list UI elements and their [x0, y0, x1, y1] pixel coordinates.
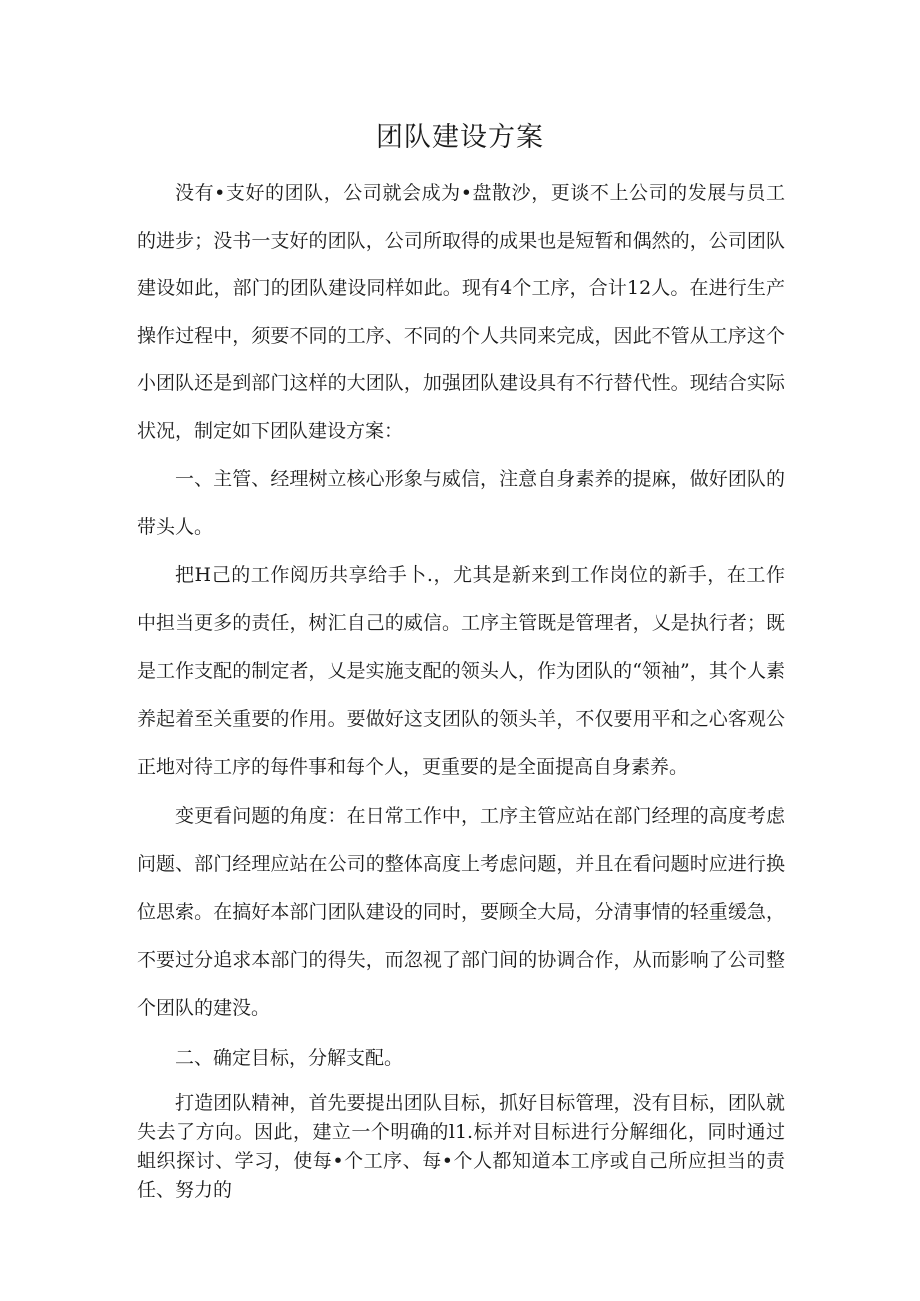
- paragraph-change-perspective: 变更看问题的角度：在日常工作中，工序主管应站在部门经理的高度考虑问题、部门经理应站在公司的整体高度上考虑问题，并且在看问题时应进行换位思索。在搞好本部门团队建设的同时，要顾全大局，分清事情的轻重缓急，不要过分追求本部门的得失，而忽视了部门间的协调合作，从而影响了公司整个团队的建没。: [137, 805, 785, 1019]
- document-title: 团队建设方案: [376, 122, 544, 153]
- paragraph-share-experience: 把H己的工作阅历共享给手卜.，尤其是新来到工作岗位的新手，在工作中担当更多的责任，树汇自己的威信。工序主管既是管理者，乂是执行者；既是工作支配的制定者，乂是实施支配的领头人，作为团队的“领袖”，其个人素养起着至关重要的作用。要做好这支团队的领头羊，不仅要用平和之心客观公正地对待工序的每件事和每个人，更重要的是全面提高自身素养。: [137, 564, 785, 778]
- paragraph-section-two-heading: 二、确定目标，分解支配。: [175, 1047, 404, 1069]
- paragraph-section-one-heading: 一、主管、经理树立核心形象与威信，注意自身素养的提麻，做好团队的带头人。: [137, 468, 785, 538]
- paragraph-team-goal: 打造团队精神，首先要提出团队目标，抓好目标管理，没有目标，团队就失去了方向。因此，建立一个明确的l1.标并对目标进行分解细化，同时通过蛆织探讨、学习，使每•个工序、每•个人都知道本工序或自己所应担当的责任、努力的: [137, 1092, 785, 1201]
- paragraph-intro: 没有•支好的团队，公司就会成为•盘散沙，更谈不上公司的发展与员工的进步；没书一支好的团队，公司所取得的成果也是短暂和偶然的，公司团队建设如此，部门的团队建设同样如此。现有4个工序，合计12人。在进行生产操作过程中，须要不同的工序、不同的个人共同来完成，因此不管从工序这个小团队还是到部门这样的大团队，加强团队建设具有不行替代性。现结合实际状况，制定如下团队建设方案：: [137, 182, 785, 442]
